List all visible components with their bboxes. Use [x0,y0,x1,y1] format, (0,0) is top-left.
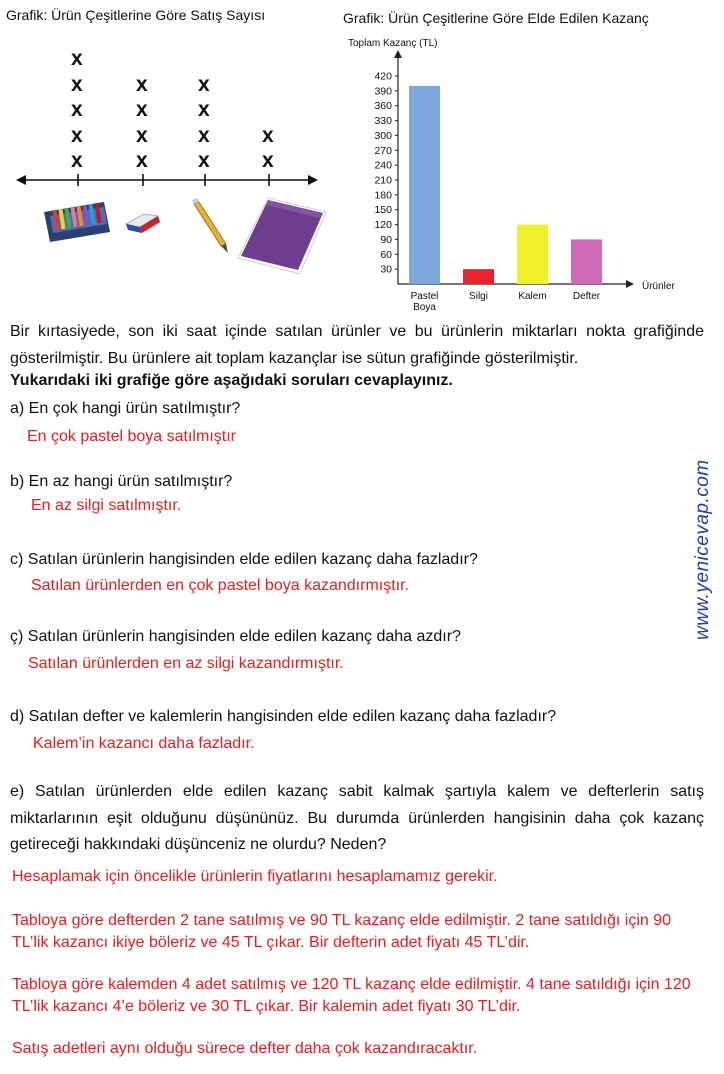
y-tick-label: 30 [380,263,392,276]
dot-mark-pastel-crayons: x [71,123,83,147]
bar-1 [463,269,494,284]
answer-e-step-4: Satış adetleri aynı olduğu sürece defter daha çok kazandıracaktır. [12,1040,478,1057]
y-axis-arrow [394,50,402,58]
site-watermark: www.yenicevap.com [692,459,713,640]
dot-mark-eraser: x [136,123,148,147]
intro-paragraph: Bir kırtasiyede, son iki saat içinde satılan ürünler ve bu ürünlerin miktarları nokta grafiğinde gösterilmiştir. Bu ürünlere ait toplam kazançlar ise sütun grafiğinde gösterilmiştir. [10,323,704,367]
answer-e-step-3: Tabloya göre kalemden 4 adet satılmış ve 120 TL kazanç elde edilmiştir. 4 tane satıldığı için 120 TL’lik kazancı 4’e böleriz ve 30 TL çıkar. Bir kalemin adet fiyatı 30 TL’dir. [12,976,691,1015]
pastel-crayons-icon [44,202,110,242]
dot-mark-pastel-crayons: x [71,72,83,96]
answer-a: En çok pastel boya satılmıştır [27,428,236,445]
question-b: b) En az hangi ürün satılmıştır? [10,473,233,490]
dot-mark-pencil: x [198,98,210,121]
dot-mark-pastel-crayons: x [71,98,83,121]
instruction-text: Yukarıdaki iki grafiğe göre aşağıdaki soruları cevaplayınız. [10,372,453,389]
dot-chart-title: Grafik: Ürün Çeşitlerine Göre Satış Sayısı [6,7,266,23]
x-tick-label: Pastel [410,291,439,302]
y-tick-label: 120 [374,219,392,232]
y-tick-label: 360 [374,100,392,113]
y-tick-label: 330 [374,115,392,128]
dot-mark-notebook: x [262,149,274,172]
y-tick-label: 60 [380,248,392,261]
bar-0 [409,86,440,284]
question-cc: ç) Satılan ürünlerin hangisinden elde edilen kazanç daha azdır? [10,628,461,645]
y-tick-label: 420 [374,70,392,83]
dot-mark-eraser: x [136,98,148,121]
dot-mark-pencil: x [198,72,210,96]
x-tick-label: Boya [413,302,436,313]
question-d: d) Satılan defter ve kalemlerin hangisinden elde edilen kazanç daha fazladır? [10,708,557,725]
eraser-icon [126,214,160,233]
y-tick-label: 180 [374,189,392,202]
y-tick-label: 210 [374,174,392,187]
x-axis-label: Ürünler [642,281,675,292]
bar-chart [330,34,724,324]
number-line-left-arrow [16,175,26,185]
dot-mark-pencil: x [198,123,210,147]
question-e: e) Satılan ürünlerden elde edilen kazanç sabit kalmak şartıyla kalem ve defterlerin satış miktarlarının eşit olduğunu düşününüz. Bu durumda ürünlerden hangisinin daha çok kazanç getireceği hakkındaki düşünceniz ne olurdu? Neden? [10,783,704,853]
dot-mark-pastel-crayons: x [71,149,83,172]
x-tick-label: Defter [572,291,601,302]
bar-3 [571,239,602,284]
y-tick-label: 240 [374,159,392,172]
y-tick-label: 300 [374,129,392,142]
y-tick-label: 270 [374,144,392,157]
y-axis-label: Toplam Kazanç (TL) [348,38,438,49]
question-c: c) Satılan ürünlerin hangisinden elde edilen kazanç daha fazladır? [10,551,478,568]
dot-mark-pastel-crayons: x [71,47,83,70]
number-line-right-arrow [308,175,318,185]
y-tick-label: 90 [380,233,392,246]
answer-c: Satılan ürünlerden en çok pastel boya kazandırmıştır. [31,577,409,594]
answer-e-step-1: Hesaplamak için öncelikle ürünlerin fiyatlarını hesaplamamız gerekir. [12,868,498,885]
bar-chart-title: Grafik: Ürün Çeşitlerine Göre Elde Edilen Kazanç [343,10,649,26]
notebook-icon [238,198,326,274]
x-tick-label: Silgi [469,291,488,302]
dot-mark-pencil: x [198,149,210,172]
dot-plot-axis-and-products [0,160,330,280]
y-tick-label: 390 [374,85,392,98]
answer-cc: Satılan ürünlerden en az silgi kazandırmıştır. [28,655,344,672]
y-tick-label: 150 [374,204,392,217]
bar-2 [517,225,548,284]
x-tick-label: Kalem [518,291,547,302]
answer-e-step-2: Tabloya göre defterden 2 tane satılmış ve 90 TL kazanç elde edilmiştir. 2 tane satıldığı için 90 TL’lik kazancı ikiye böleriz ve 45 TL çıkar. Bir defterin adet fiyatı 45 TL’dir. [12,912,672,951]
question-a: a) En çok hangi ürün satılmıştır? [10,400,241,417]
answer-d: Kalem’in kazancı daha fazladır. [33,735,255,752]
dot-mark-eraser: x [136,149,148,172]
dot-mark-eraser: x [136,72,148,96]
dot-mark-notebook: x [262,123,274,147]
pencil-icon [192,198,228,253]
x-axis-arrow [626,280,634,288]
answer-b: En az silgi satılmıştır. [31,497,182,514]
